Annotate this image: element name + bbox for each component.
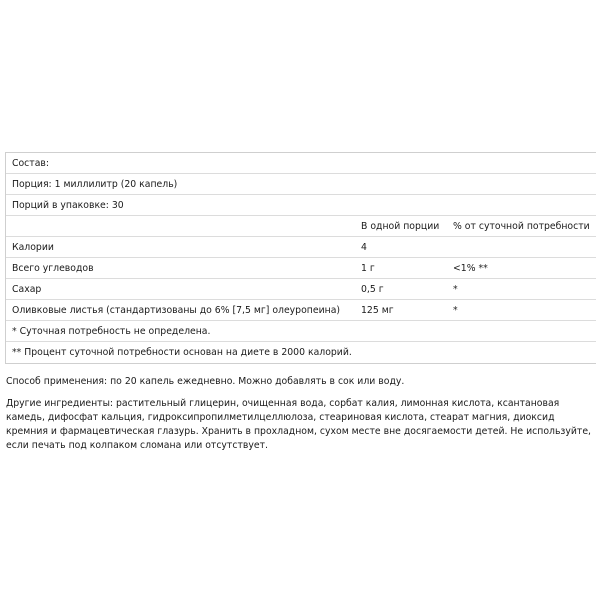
amount-column-header: В одной порции bbox=[361, 221, 440, 232]
serving-size: Порция: 1 миллилитр (20 капель) bbox=[12, 179, 178, 190]
footnote-row-2 bbox=[6, 342, 596, 363]
servings-per-container: Порций в упаковке: 30 bbox=[12, 200, 124, 211]
nutrient-name: Оливковые листья (стандартизованы до 6% [7,5 мг] олеуропеина) bbox=[12, 305, 341, 316]
nutrient-name: Сахар bbox=[12, 284, 42, 295]
facts-title: Состав: bbox=[12, 158, 50, 169]
nutrient-row-carbohydrates bbox=[6, 258, 596, 279]
supplement-facts-table bbox=[5, 152, 596, 364]
nutrient-row-sugar bbox=[6, 279, 596, 300]
servings-per-container-row bbox=[6, 195, 596, 216]
nutrient-amount: 0,5 г bbox=[361, 284, 384, 295]
nutrient-daily-value: * bbox=[453, 284, 458, 295]
facts-title-row bbox=[6, 153, 596, 174]
nutrient-daily-value: <1% ** bbox=[453, 263, 488, 274]
nutrient-name: Всего углеводов bbox=[12, 263, 94, 274]
nutrient-daily-value: * bbox=[453, 305, 458, 316]
footnote-not-established: * Суточная потребность не определена. bbox=[12, 326, 211, 337]
nutrient-amount: 125 мг bbox=[361, 305, 394, 316]
serving-size-row bbox=[6, 174, 596, 195]
nutrient-name: Калории bbox=[12, 242, 54, 253]
nutrient-amount: 4 bbox=[361, 242, 367, 253]
nutrient-amount: 1 г bbox=[361, 263, 375, 274]
usage-directions: Способ применения: по 20 капель ежедневно. Можно добавлять в сок или воду. bbox=[6, 376, 405, 387]
daily-value-column-header: % от суточной потребности bbox=[453, 221, 590, 232]
column-header-row bbox=[6, 216, 596, 237]
other-ingredients: Другие ингредиенты: растительный глицерин, очищенная вода, сорбат калия, лимонная кислота, ксантановая камедь, дифосфат кальция, гидроксипропилметилцеллюлоза, стеариновая кислота, стеарат магния, диоксид кремния и фармацевтическая глазурь. Хранить в прохладном, сухом месте вне досягаемости детей. Не используйте, если печать под колпаком сломана или отсутствует. bbox=[6, 398, 592, 451]
nutrient-row-calories bbox=[6, 237, 596, 258]
footnote-daily-value-basis: ** Процент суточной потребности основан на диете в 2000 калорий. bbox=[12, 347, 352, 358]
footnote-row-1 bbox=[6, 321, 596, 342]
nutrient-row-olive-leaves bbox=[6, 300, 596, 321]
